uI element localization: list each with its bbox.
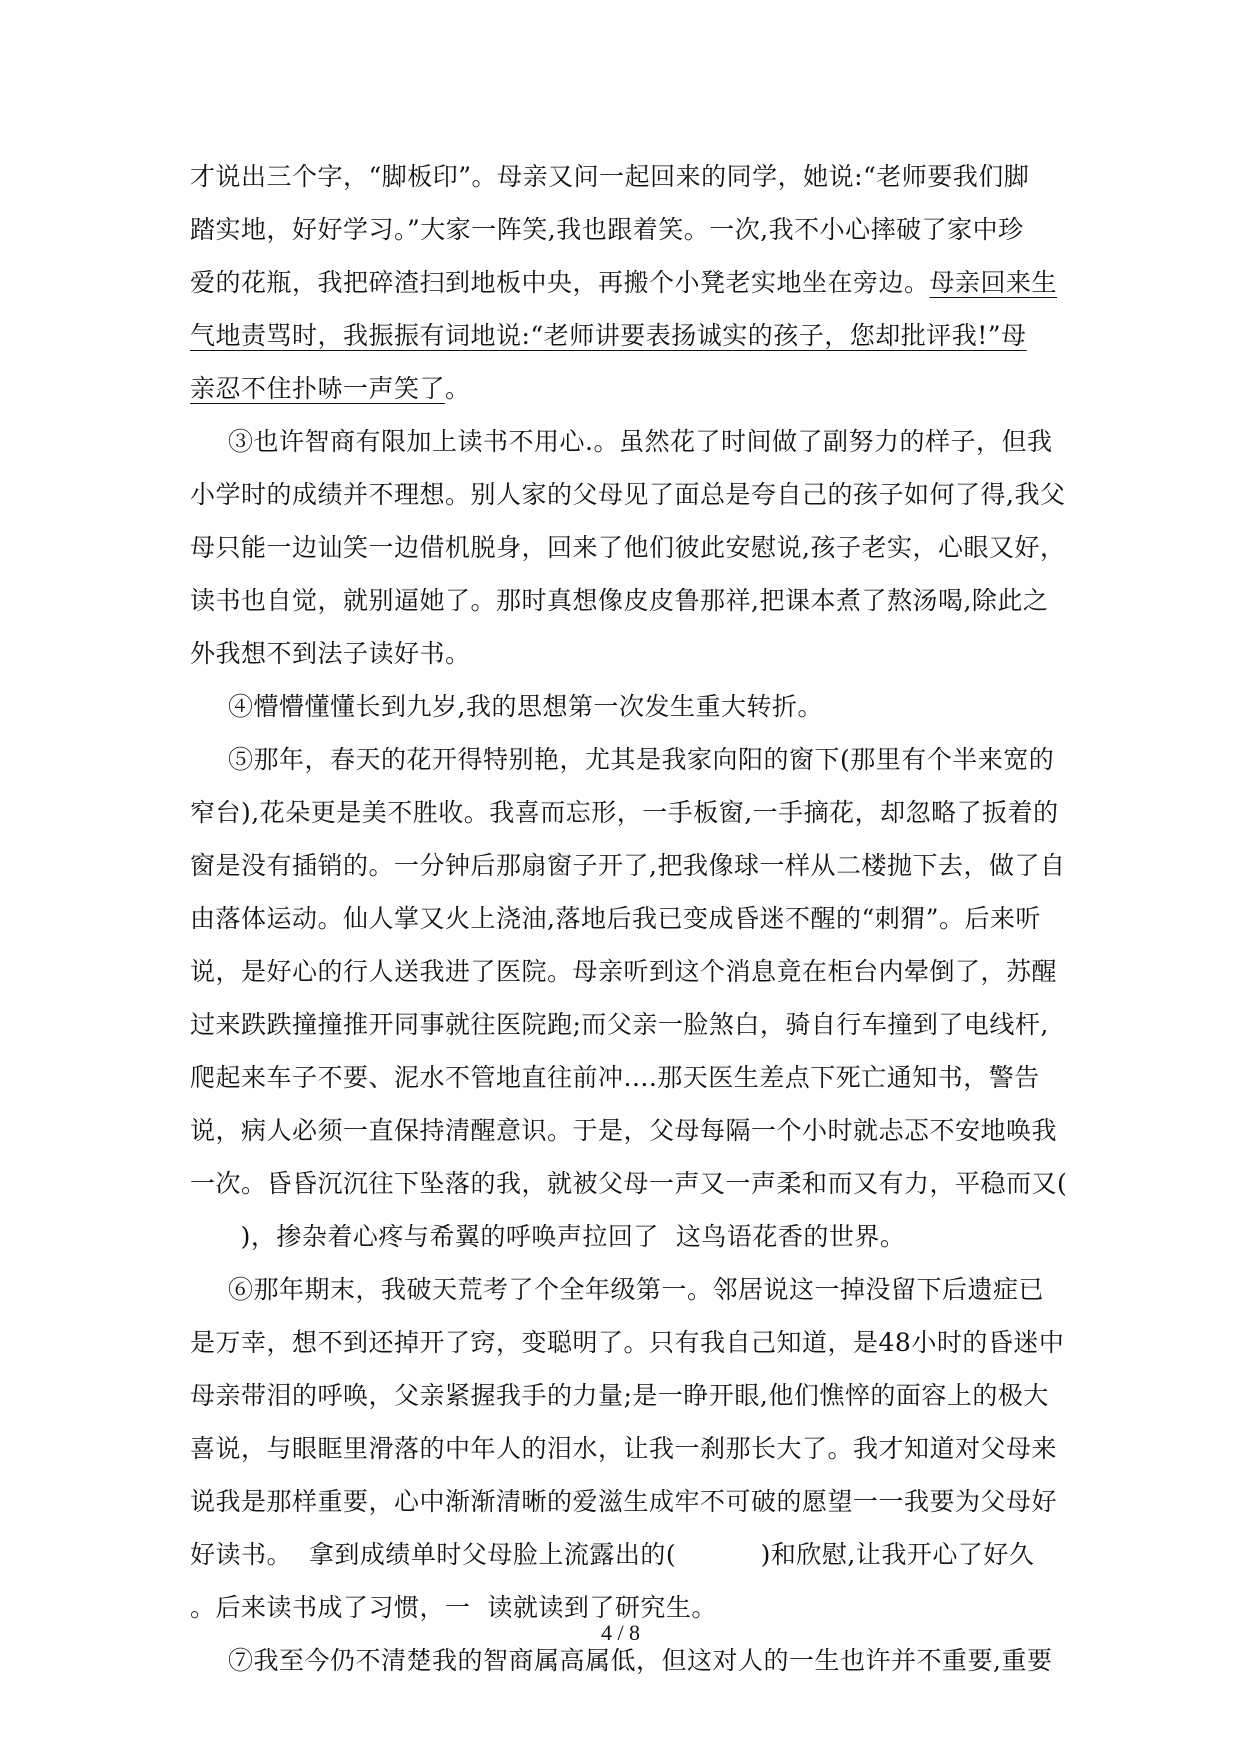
text-segment: 。 bbox=[445, 374, 471, 403]
paragraph-4: ④懵懵懂懂长到九岁,我的思想第一次发生重大转折。 bbox=[228, 692, 823, 721]
text-line: 好读书。 拿到成绩单时父母脸上流露出的( )和欣慰,让我开心了好久 bbox=[190, 1540, 1035, 1569]
text-line: 小学时的成绩并不理想。别人家的父母见了面总是夸自己的孩子如何了得,我父 bbox=[190, 480, 1066, 509]
paragraph-7-start: ⑦我至今仍不清楚我的智商属高属低，但这对人的一生也许并不重要,重要 bbox=[228, 1646, 1053, 1675]
text-line: 窗是没有插销的。一分钟后那扇窗子开了,把我像球一样从二楼抛下去，做了自 bbox=[190, 851, 1066, 880]
text-line: )，掺杂着心疼与希翼的呼唤声拉回了 这鸟语花香的世界。 bbox=[190, 1222, 906, 1251]
underlined-sentence: 亲忍不住扑哧一声笑了 bbox=[190, 374, 446, 403]
text-line: 喜说，与眼眶里滑落的中年人的泪水，让我一刹那长大了。我才知道对父母来 bbox=[190, 1434, 1058, 1463]
text-line: 由落体运动。仙人掌又火上浇油,落地后我已变成昏迷不醒的“刺猬”。后来听 bbox=[190, 904, 1042, 933]
text-line: 说，病人必须一直保持清醒意识。于是，父母每隔一个小时就忐忑不安地唤我 bbox=[190, 1116, 1058, 1145]
text-line: 母亲带泪的呼唤，父亲紧握我手的力量;是一睁开眼,他们憔悴的面容上的极大 bbox=[190, 1381, 1049, 1410]
text-line: 读书也自觉，就别逼她了。那时真想像皮皮鲁那祥,把课本煮了熬汤喝,除此之 bbox=[190, 586, 1049, 615]
text-line: 外我想不到法子读好书。 bbox=[190, 639, 471, 668]
text-line: 是万幸，想不到还掉开了窍，变聪明了。只有我自己知道，是48小时的昏迷中 bbox=[190, 1328, 1065, 1357]
underlined-sentence: 气地责骂时，我振振有词地说:“老师讲要表扬诚实的孩子，您却批评我!”母 bbox=[190, 321, 1027, 350]
text-line: 才说出三个字，“脚板印”。母亲又问一起回来的同学，她说:“老师要我们脚 bbox=[190, 162, 1030, 191]
text-line: 。后来读书成了习惯，一 读就读到了研究生。 bbox=[190, 1593, 717, 1622]
text-line: 说，是好心的行人送我进了医院。母亲听到这个消息竟在柜台内晕倒了，苏醒 bbox=[190, 957, 1058, 986]
page-number: 4 / 8 bbox=[600, 1620, 641, 1645]
text-line bbox=[190, 362, 1050, 415]
text-line: 母只能一边讪笑一边借机脱身，回来了他们彼此安慰说,孩子老实，心眼又好， bbox=[190, 533, 1066, 562]
text-line: 一次。昏昏沉沉往下坠落的我，就被父母一声又一声柔和而又有力，平稳而又( bbox=[190, 1169, 1068, 1198]
text-line: 过来跌跌撞撞推开同事就往医院跑;而父亲一脸煞白，骑自行车撞到了电线杆, bbox=[190, 1010, 1049, 1039]
text-line: 窄台),花朵更是美不胜收。我喜而忘形，一手板窗,一手摘花，却忽略了扳着的 bbox=[190, 798, 1059, 827]
text-line bbox=[190, 256, 1058, 309]
paragraph-3-start: ③也许智商有限加上读书不用心.。虽然花了时间做了副努力的样子，但我 bbox=[228, 427, 1053, 456]
paragraph-6-start: ⑥那年期末，我破天荒考了个全年级第一。邻居说这一掉没留下后遗症已 bbox=[228, 1275, 1045, 1304]
body-text bbox=[190, 150, 1068, 1687]
text-line: 踏实地，好好学习。”大家一阵笑,我也跟着笑。一次,我不小心摔破了家中珍 bbox=[190, 215, 1024, 244]
text-segment: 爱的花瓶，我把碎渣扫到地板中央，再搬个小凳老实地坐在旁边。 bbox=[190, 268, 930, 297]
text-line: 说我是那样重要，心中渐渐清晰的爱滋生成牢不可破的愿望一一我要为父母好 bbox=[190, 1487, 1058, 1516]
text-line: 爬起来车子不要、泥水不管地直往前冲....那天医生差点下死亡通知书，警告 bbox=[190, 1063, 1040, 1092]
paragraph-5-start: ⑤那年，春天的花开得特别艳，尤其是我家向阳的窗下(那里有个半来宽的 bbox=[228, 745, 1055, 774]
underlined-sentence: 母亲回来生 bbox=[929, 268, 1058, 297]
